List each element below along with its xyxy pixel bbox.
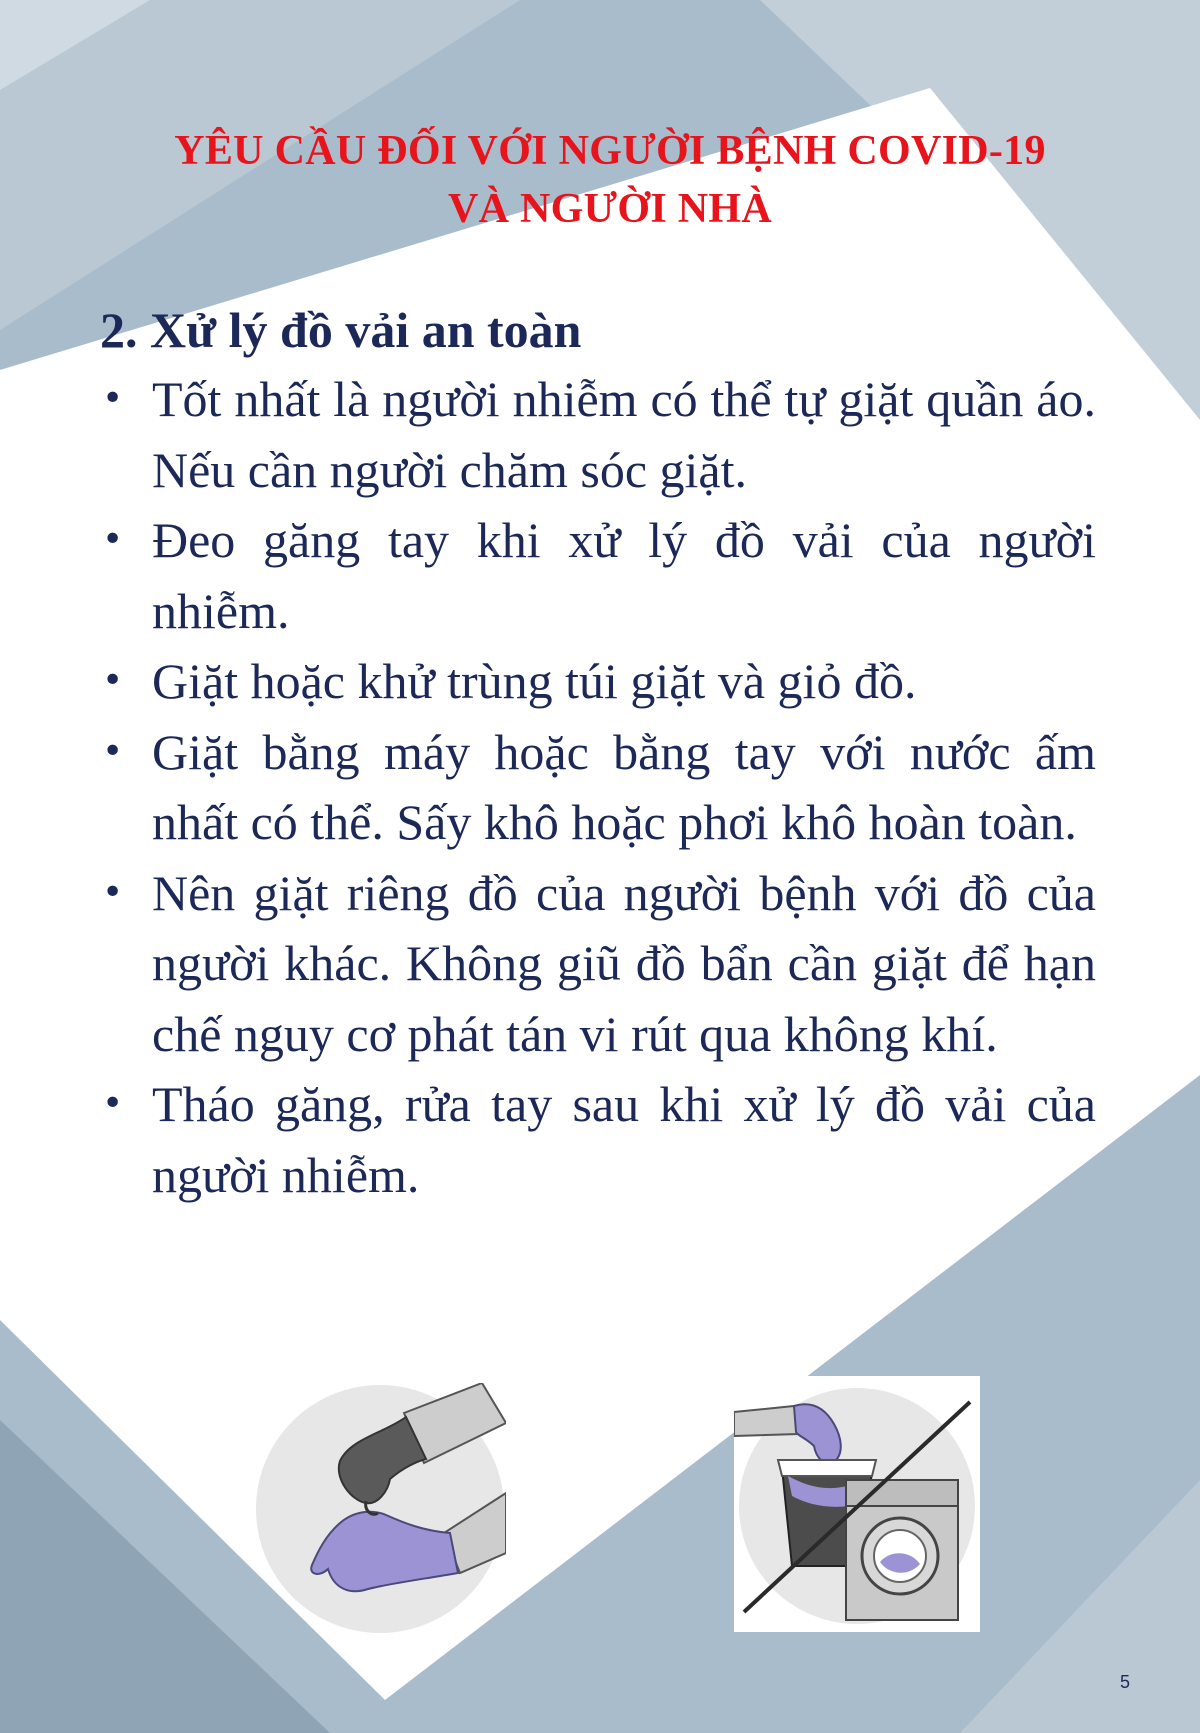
bullet-list bbox=[100, 364, 1096, 1210]
bullet-item: • Nên giặt riêng đồ của người bệnh với đồ của người khác. Không giũ đồ bẩn cần giặt để hạn chế nguy cơ phát tán vi rút qua không khí. bbox=[100, 858, 1096, 1070]
remove-gloves-icon bbox=[254, 1383, 506, 1635]
bullet-item: • Giặt bằng máy hoặc bằng tay với nước ấm nhất có thể. Sấy khô hoặc phơi khô hoàn toàn. bbox=[100, 717, 1096, 858]
bullet-item: • Đeo găng tay khi xử lý đồ vải của người nhiễm. bbox=[100, 505, 1096, 646]
page-header bbox=[90, 122, 1130, 238]
header-line-2: VÀ NGƯỜI NHÀ bbox=[447, 186, 773, 232]
bullet-item: • Tháo găng, rửa tay sau khi xử lý đồ vải của người nhiễm. bbox=[100, 1069, 1096, 1210]
bullet-item: • Tốt nhất là người nhiễm có thể tự giặt quần áo. Nếu cần người chăm sóc giặt. bbox=[100, 364, 1096, 505]
section-title: 2. Xử lý đồ vải an toàn bbox=[100, 302, 582, 358]
header-line-1: YÊU CẦU ĐỐI VỚI NGƯỜI BỆNH COVID-19 bbox=[174, 128, 1046, 174]
page-number: 5 bbox=[1120, 1672, 1131, 1692]
laundry-washing-machine-icon bbox=[734, 1376, 980, 1632]
bullet-item: • Giặt hoặc khử trùng túi giặt và giỏ đồ. bbox=[100, 646, 1096, 717]
